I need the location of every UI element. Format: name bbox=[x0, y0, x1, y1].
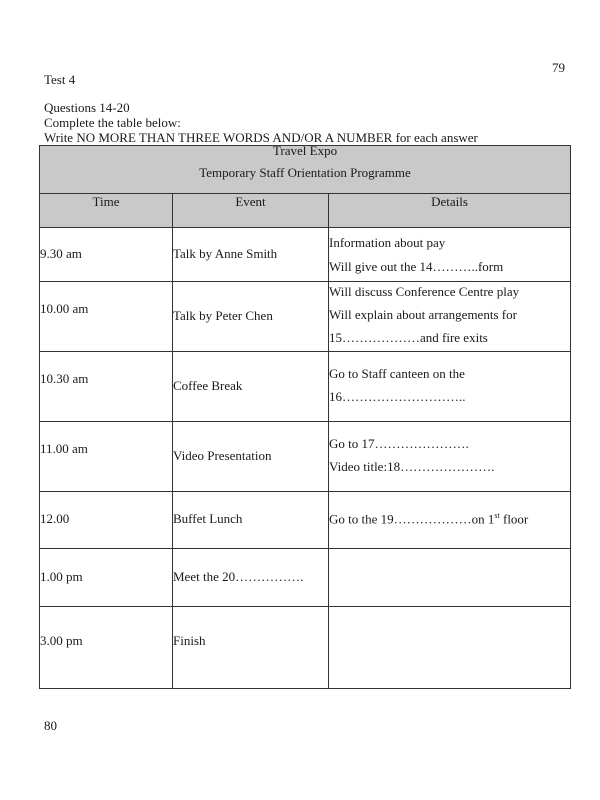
time-cell bbox=[40, 228, 173, 282]
table-row bbox=[40, 422, 571, 492]
event-text: Buffet Lunch bbox=[173, 511, 243, 526]
details-cell bbox=[329, 549, 571, 607]
header-time: Time bbox=[40, 194, 173, 228]
table-row bbox=[40, 228, 571, 282]
title-row bbox=[40, 146, 571, 194]
instruction-line-1: Complete the table below: bbox=[44, 115, 181, 130]
header-event: Event bbox=[173, 194, 329, 228]
test-label: Test 4 bbox=[44, 72, 76, 87]
table-subtitle: Temporary Staff Orientation Programme bbox=[199, 165, 411, 180]
table-row bbox=[40, 607, 571, 689]
table-row bbox=[40, 492, 571, 549]
event-text: Coffee Break bbox=[173, 378, 243, 393]
time-text: 9.30 am bbox=[40, 246, 82, 261]
event-text: Finish bbox=[173, 633, 206, 648]
details-line: Go to Staff canteen on the bbox=[329, 366, 465, 381]
time-cell bbox=[40, 352, 173, 422]
questions-heading: Questions 14-20 bbox=[44, 100, 130, 115]
page-number-bottom: 80 bbox=[44, 718, 57, 733]
details-cell bbox=[329, 228, 571, 282]
table-row bbox=[40, 282, 571, 352]
details-cell bbox=[329, 352, 571, 422]
event-cell bbox=[173, 422, 329, 492]
header-details: Details bbox=[329, 194, 571, 228]
details-line: Will give out the 14………..form bbox=[329, 259, 504, 274]
details-cell bbox=[329, 422, 571, 492]
event-text: Video Presentation bbox=[173, 448, 272, 463]
details-line: Will discuss Conference Centre play bbox=[329, 284, 520, 299]
time-text: 10.00 am bbox=[40, 301, 89, 316]
instruction-line-2: Write NO MORE THAN THREE WORDS AND/OR A NUMBER for each answer bbox=[44, 130, 478, 145]
details-line: 16……………………….. bbox=[329, 389, 466, 404]
title-cell bbox=[40, 143, 571, 194]
details-cell bbox=[329, 607, 571, 689]
instructions bbox=[44, 100, 478, 145]
details-line: 15………………and fire exits bbox=[329, 330, 488, 345]
time-cell bbox=[40, 492, 173, 549]
event-cell bbox=[173, 607, 329, 689]
details-line: Will explain about arrangements for bbox=[329, 307, 517, 322]
time-cell bbox=[40, 607, 173, 689]
details-suffix: floor bbox=[499, 511, 529, 527]
event-text: Talk by Peter Chen bbox=[173, 308, 273, 323]
page-number-top: 79 bbox=[552, 60, 565, 75]
time-text: 3.00 pm bbox=[40, 633, 83, 648]
details-line: Information about pay bbox=[329, 235, 446, 250]
event-cell bbox=[173, 228, 329, 282]
details-prefix: Go to the 19………………on 1 bbox=[329, 511, 495, 527]
details-cell bbox=[329, 282, 571, 352]
event-cell bbox=[173, 352, 329, 422]
event-cell bbox=[173, 282, 329, 352]
header-row bbox=[40, 194, 571, 228]
event-cell bbox=[173, 492, 329, 549]
time-text: 12.00 bbox=[40, 511, 70, 526]
time-cell bbox=[40, 422, 173, 492]
orientation-table bbox=[39, 145, 571, 689]
details-line: Video title:18…………………. bbox=[329, 459, 495, 474]
details-line bbox=[329, 492, 570, 527]
time-cell bbox=[40, 282, 173, 352]
event-cell bbox=[173, 549, 329, 607]
details-line: Go to 17…………………. bbox=[329, 436, 469, 451]
event-text: Meet the 20……………. bbox=[173, 569, 304, 584]
table-row bbox=[40, 549, 571, 607]
details-cell bbox=[329, 492, 571, 549]
time-text: 1.00 pm bbox=[40, 569, 83, 584]
time-text: 10.30 am bbox=[40, 371, 89, 386]
time-cell bbox=[40, 549, 173, 607]
table-title: Travel Expo bbox=[272, 143, 338, 158]
table-row bbox=[40, 352, 571, 422]
time-text: 11.00 am bbox=[40, 441, 88, 456]
event-text: Talk by Anne Smith bbox=[173, 246, 278, 261]
ordinal-suffix: st bbox=[494, 511, 500, 520]
